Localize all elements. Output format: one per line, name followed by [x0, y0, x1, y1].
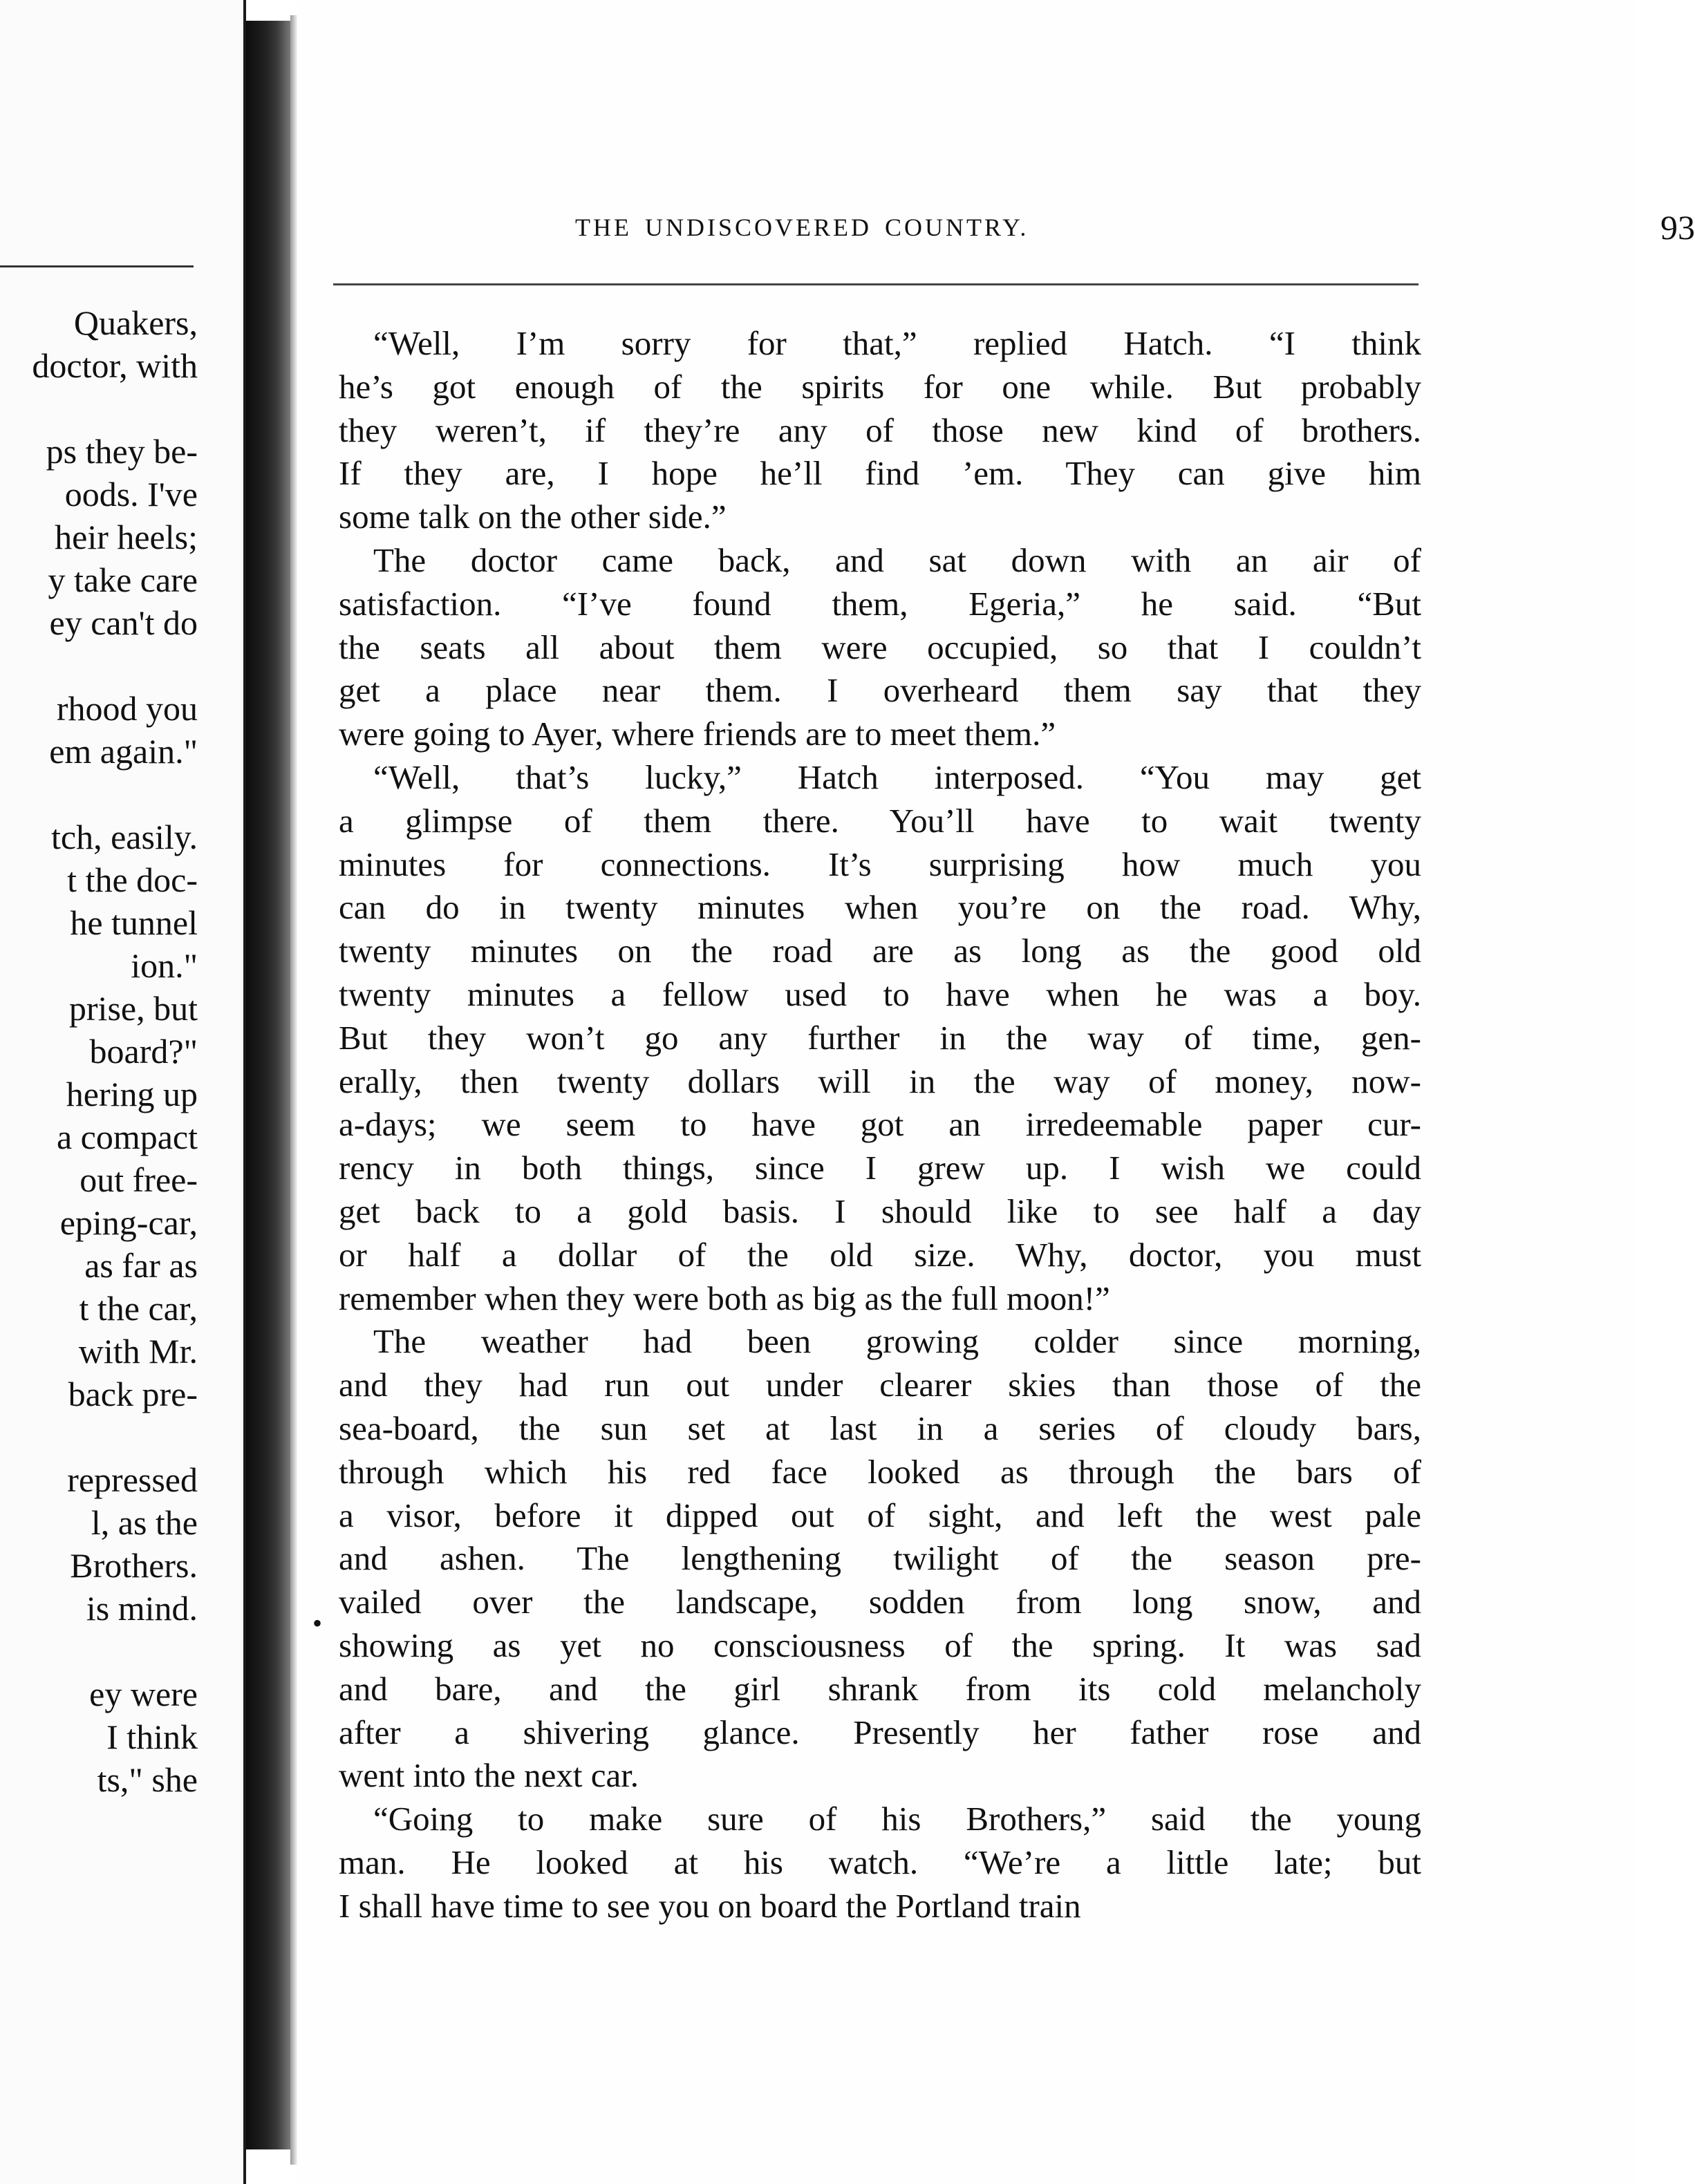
text-line: man. He looked at his watch. “We’re a little late; but	[339, 1843, 1421, 1881]
previous-page-line: out free-	[79, 1160, 198, 1199]
text-line: I shall have time to see you on board the Portland train	[339, 1886, 1081, 1925]
text-line: vailed over the landscape, sodden from long snow, and	[339, 1583, 1421, 1621]
previous-page-line	[32, 773, 198, 816]
previous-page-text	[32, 301, 198, 1801]
previous-page-line: em again."	[49, 732, 198, 771]
text-line: “Well, that’s lucky,” Hatch interposed. “You may get	[373, 757, 1421, 796]
text-line: The doctor came back, and sat down with an air of	[373, 540, 1421, 579]
previous-page-line: he tunnel	[70, 903, 198, 942]
text-line: they weren’t, if they’re any of those new kind of brothers.	[339, 411, 1421, 449]
text-line: rency in both things, since I grew up. I wish we could	[339, 1149, 1421, 1187]
previous-page-line: as far as	[84, 1246, 198, 1285]
previous-page-line: board?"	[89, 1032, 198, 1071]
text-line: The weather had been growing colder since morning,	[373, 1322, 1421, 1361]
text-line: after a shivering glance. Presently her father rose and	[339, 1713, 1421, 1751]
text-line: twenty minutes a fellow used to have when he was a boy.	[339, 975, 1421, 1013]
paragraph	[339, 322, 1421, 539]
previous-page-line: t the doc-	[67, 860, 198, 899]
text-line: a-days; we seem to have got an irredeemable paper cur-	[339, 1105, 1421, 1144]
text-line: erally, then twenty dollars will in the way of money, now-	[339, 1062, 1421, 1100]
text-line: and they had run out under clearer skies than those of the	[339, 1366, 1421, 1404]
paragraph	[339, 539, 1421, 756]
previous-page-line: prise, but	[68, 989, 198, 1028]
previous-page-line: is mind.	[86, 1589, 198, 1628]
previous-page-line: tch, easily.	[51, 818, 198, 856]
previous-page-line: t the car,	[79, 1289, 198, 1328]
text-line: were going to Ayer, where friends are to meet them.”	[339, 715, 1056, 753]
previous-page-line: ts," she	[97, 1760, 198, 1799]
previous-page-line	[32, 1630, 198, 1673]
text-line: some talk on the other side.”	[339, 498, 727, 536]
previous-page-line: ion."	[131, 946, 198, 985]
previous-page-line: ey were	[89, 1675, 198, 1713]
text-line: If they are, I hope he’ll find ’em. They can give him	[339, 454, 1421, 493]
previous-page-line: eping-car,	[59, 1203, 198, 1242]
page-edge	[290, 15, 297, 2165]
text-line: he’s got enough of the spirits for one while. But probably	[339, 367, 1421, 406]
previous-page-line: ey can't do	[49, 603, 198, 642]
previous-page-line: back pre-	[68, 1375, 198, 1413]
paragraph	[339, 1320, 1421, 1798]
previous-page-line: Quakers,	[73, 303, 198, 342]
previous-page-line: I think	[106, 1717, 198, 1756]
previous-page-line: doctor, with	[32, 346, 198, 385]
text-line: “Well, I’m sorry for that,” replied Hatch. “I think	[373, 324, 1421, 362]
previous-page-line: repressed	[67, 1460, 198, 1499]
text-line: twenty minutes on the road are as long as the good old	[339, 932, 1421, 970]
running-head	[575, 207, 1695, 256]
previous-page-line: heir heels;	[55, 518, 198, 556]
text-line: get a place near them. I overheard them say that they	[339, 671, 1421, 710]
book-page	[297, 0, 1695, 2184]
text-line: and ashen. The lengthening twilight of the season pre-	[339, 1539, 1421, 1578]
header-rule	[333, 283, 1418, 285]
previous-page-line: rhood you	[56, 689, 198, 728]
previous-page-line	[32, 387, 198, 430]
text-line: or half a dollar of the old size. Why, doctor, you must	[339, 1235, 1421, 1274]
text-line: through which his red face looked as through the bars of	[339, 1452, 1421, 1491]
page-body	[339, 322, 1421, 1928]
previous-page-line: l, as the	[91, 1503, 198, 1542]
text-line: a visor, before it dipped out of sight, and left the west pale	[339, 1496, 1421, 1534]
previous-page-line: ps they be-	[46, 432, 198, 471]
book-binding-gutter	[246, 21, 290, 2149]
text-line: a glimpse of them there. You’ll have to wait twenty	[339, 801, 1421, 840]
text-line: sea-board, the sun set at last in a series of cloudy bars,	[339, 1409, 1421, 1447]
previous-page-line: a compact	[56, 1118, 198, 1156]
text-line: satisfaction. “I’ve found them, Egeria,” he said. “But	[339, 584, 1421, 623]
text-line: “Going to make sure of his Brothers,” said the young	[373, 1800, 1421, 1838]
previous-page-line	[32, 644, 198, 687]
page-number: 93	[1660, 208, 1695, 247]
text-line: the seats all about them were occupied, so that I couldn’t	[339, 628, 1421, 666]
previous-page-line	[32, 1415, 198, 1458]
paragraph	[339, 1798, 1421, 1928]
margin-mark: •	[312, 1608, 323, 1639]
previous-page-line: oods. I've	[64, 475, 198, 514]
text-line: showing as yet no consciousness of the spring. It was sad	[339, 1626, 1421, 1664]
text-line: remember when they were both as big as the full moon!”	[339, 1279, 1110, 1317]
text-line: get back to a gold basis. I should like to see half a day	[339, 1192, 1421, 1230]
paragraph	[339, 756, 1421, 1320]
text-line: can do in twenty minutes when you’re on the road. Why,	[339, 888, 1421, 927]
text-line: minutes for connections. It’s surprising how much you	[339, 845, 1421, 883]
running-title: THE UNDISCOVERED COUNTRY.	[575, 214, 1029, 241]
previous-page-fragment	[0, 0, 246, 2184]
text-line: and bare, and the girl shrank from its cold melancholy	[339, 1669, 1421, 1708]
previous-page-line: with Mr.	[78, 1332, 198, 1371]
previous-page-line: y take care	[48, 561, 198, 599]
previous-page-line: hering up	[66, 1075, 198, 1113]
text-line: But they won’t go any further in the way of time, gen-	[339, 1018, 1421, 1057]
previous-page-rule	[0, 265, 194, 267]
previous-page-line: Brothers.	[70, 1546, 198, 1585]
text-line: went into the next car.	[339, 1756, 639, 1795]
